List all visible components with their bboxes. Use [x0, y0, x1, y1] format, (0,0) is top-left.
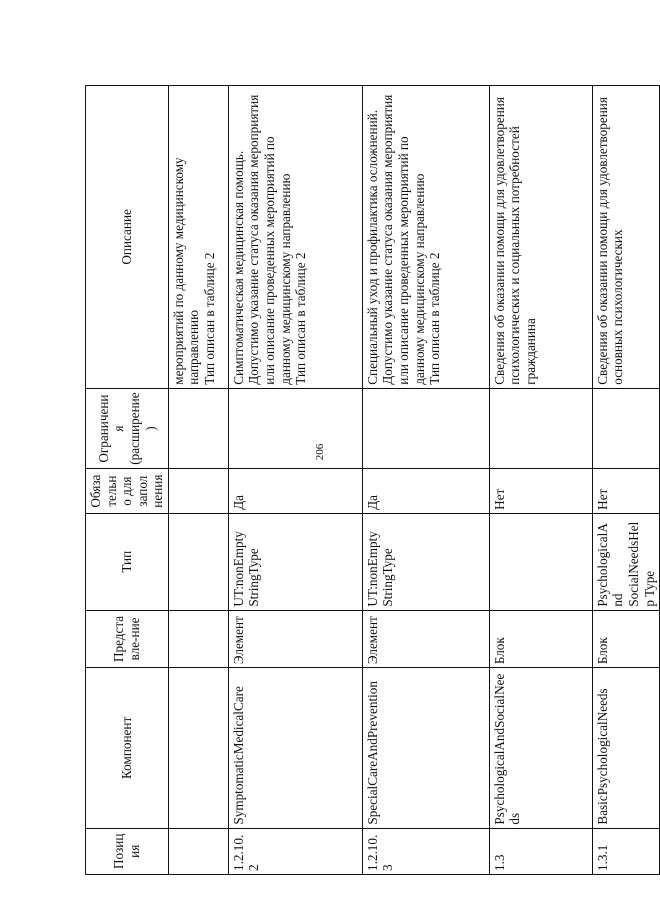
cell-type: PsychologicalAnd SocialNeedsHelp Type	[592, 513, 659, 610]
cell-description: мероприятий по данному медицинскому направлению Тип описан в таблице 2	[168, 86, 228, 389]
cell-limits	[228, 388, 362, 469]
cell-component: PsychologicalAndSocialNeeds	[489, 668, 592, 828]
cell-description: Сведения об оказании помощи для удовлетворения основных психологических	[592, 86, 659, 389]
cell-component: SymptomaticMedicalCare	[228, 668, 362, 828]
cell-representation: Блок	[489, 610, 592, 668]
cell-representation: Элемент	[362, 610, 489, 668]
cell-required: Нет	[592, 469, 659, 513]
cell-representation: Блок	[592, 610, 659, 668]
header-required: Обязательно для заполнения	[86, 469, 169, 513]
cell-required: Да	[228, 469, 362, 513]
cell-position	[168, 828, 228, 874]
specification-table	[85, 85, 660, 875]
cell-description: Сведения об оказании помощи для удовлетворения психологических и социальных потребностей гражданина	[489, 86, 592, 389]
cell-required	[168, 469, 228, 513]
cell-position: 1.3.1	[592, 828, 659, 874]
table-header-row	[86, 86, 169, 875]
header-type: Тип	[86, 513, 169, 610]
cell-position: 1.3	[489, 828, 592, 874]
table-row	[228, 86, 362, 875]
cell-position: 1.2.10.3	[362, 828, 489, 874]
header-limits: Ограничения (расширение)	[86, 388, 169, 469]
cell-position: 1.2.10.2	[228, 828, 362, 874]
cell-required: Да	[362, 469, 489, 513]
cell-limits	[168, 388, 228, 469]
cell-type: UT:nonEmpty StringType	[228, 513, 362, 610]
page-number: 206	[314, 443, 326, 461]
cell-representation	[168, 610, 228, 668]
header-position: Позиция	[86, 828, 169, 874]
cell-required: Нет	[489, 469, 592, 513]
cell-representation: Элемент	[228, 610, 362, 668]
cell-component: BasicPsychologicalNeeds	[592, 668, 659, 828]
cell-description: Специальный уход и профилактика осложнений. Допустимо указание статуса оказания мероприятия или описание проведенных мероприятий по данному медицинскому направлению Тип описан в таблице 2	[362, 86, 489, 389]
cell-type	[168, 513, 228, 610]
table-row	[489, 86, 592, 875]
table-row	[592, 86, 659, 875]
cell-type: UT:nonEmpty StringType	[362, 513, 489, 610]
header-component: Компонент	[86, 668, 169, 828]
header-description: Описание	[86, 86, 169, 389]
header-representation: Представле-ние	[86, 610, 169, 668]
cell-type	[489, 513, 592, 610]
table-row	[362, 86, 489, 875]
cell-component: SpecialCareAndPrevention	[362, 668, 489, 828]
cell-limits	[592, 388, 659, 469]
table-row	[168, 86, 228, 875]
cell-limits	[362, 388, 489, 469]
cell-description: Симптоматическая медицинская помощь. Допустимо указание статуса оказания мероприятия или описание проведенных мероприятий по данному медицинскому направлению Тип описан в таблице 2	[228, 86, 362, 389]
cell-component	[168, 668, 228, 828]
rotated-table-container	[85, 85, 657, 875]
cell-limits	[489, 388, 592, 469]
